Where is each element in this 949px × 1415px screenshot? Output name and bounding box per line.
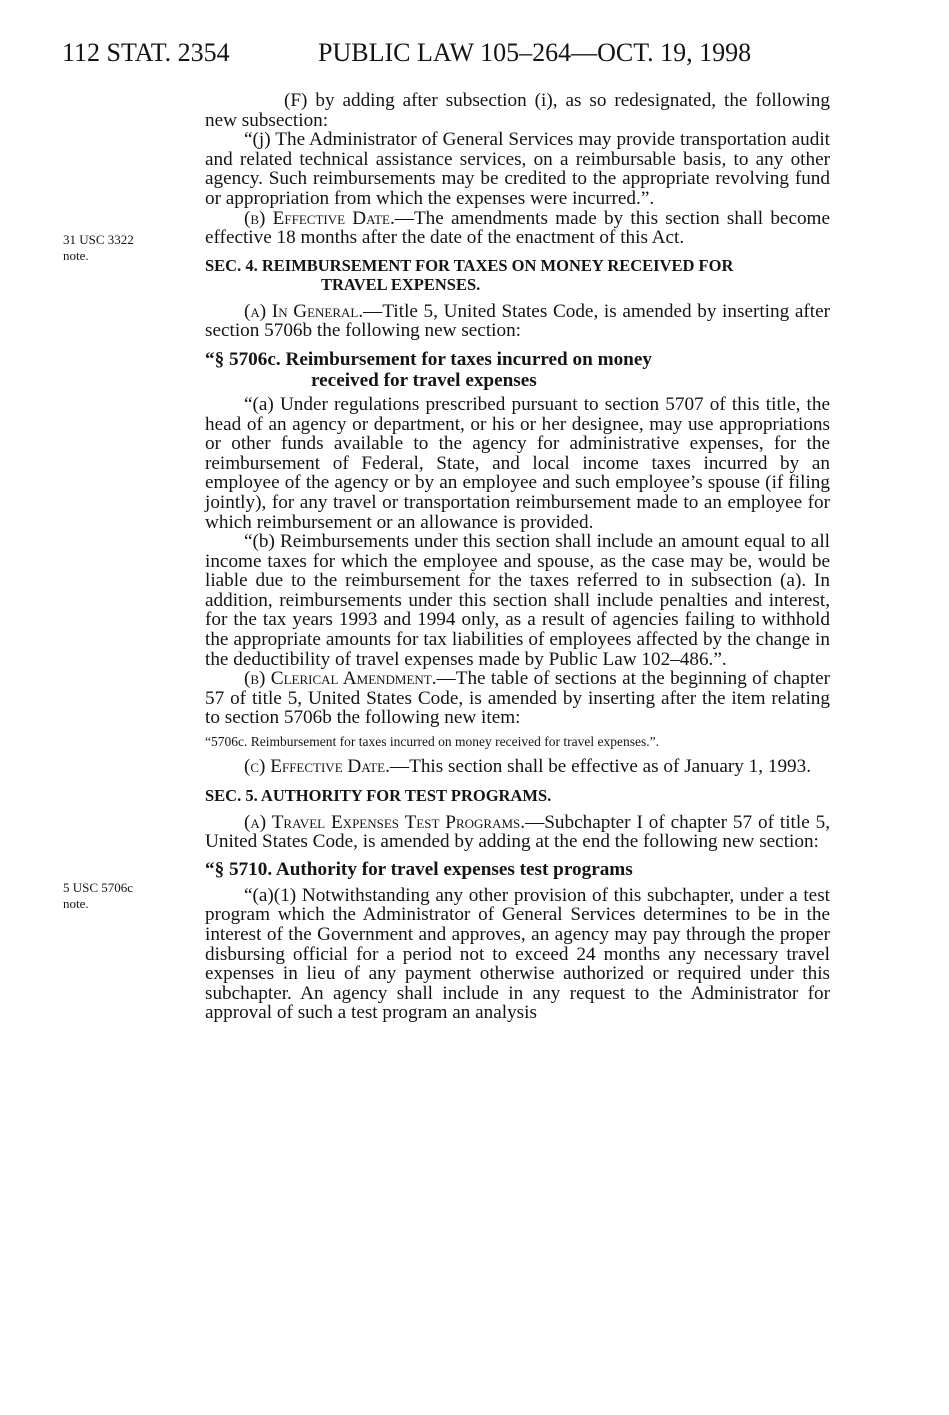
paragraph-travel-expenses-test-programs	[205, 813, 830, 852]
section-title-continuation: received for travel expenses	[311, 369, 537, 391]
subsection-heading: (c) Effective Date.	[244, 756, 390, 778]
table-of-sections-item: “5706c. Reimbursement for taxes incurred on money received for travel expenses.”.	[205, 734, 659, 750]
subsection-text: —This section shall be effective as of January 1, 1993.	[389, 756, 812, 778]
law-citation-header: PUBLIC LAW 105–264—OCT. 19, 1998	[318, 38, 752, 67]
margin-note-citation: 5 USC 5706c	[63, 880, 134, 895]
paragraph-j: “(j) The Administrator of General Services may provide transportation audit and related technical assistance services, on a reimbursable basis, to any other agency. Such reimbursements may be credited to the appropriate revolving fund or appropriation from which the expenses were incurred.”.	[205, 129, 830, 209]
page-number-header: 112 STAT. 2354	[62, 38, 230, 67]
subsection-text: —Title 5, United States Code, is amended by inserting after section 5706b the following new section:	[205, 300, 830, 342]
section-heading-text: SEC. 4. REIMBURSEMENT FOR TAXES ON MONEY RECEIVED FOR	[205, 255, 734, 275]
paragraph-f: (F) by adding after subsection (i), as so redesignated, the following new subsection:	[205, 90, 830, 131]
margin-note-31-usc-3322	[63, 232, 134, 264]
margin-note-label: note.	[63, 896, 89, 911]
paragraph-in-general	[205, 302, 830, 341]
subsection-text: —Subchapter I of chapter 57 of title 5, United States Code, is amended by adding at the end the following new section:	[205, 811, 830, 853]
section-5710-title: “§ 5710. Authority for travel expenses test programs	[205, 858, 633, 880]
margin-note-5-usc-5706c	[63, 880, 133, 912]
section-5-heading: SEC. 5. AUTHORITY FOR TEST PROGRAMS.	[205, 785, 552, 805]
section-5710-subsection-a1: “(a)(1) Notwithstanding any other provision of this subchapter, under a test program which the Administrator of General Services determines to be in the interest of the Government and approves, an agency may pay through the proper disbursing official for a period not to exceed 24 months any necessary travel expenses in lieu of any payment otherwise authorized or required under this subchapter. An agency shall include in any request to the Administrator for approval of such a test program an analysis	[205, 884, 830, 1024]
section-heading-continuation: TRAVEL EXPENSES.	[321, 274, 481, 294]
section-5706c-subsection-b: “(b) Reimbursements under this section shall include an amount equal to all income taxes for which the employee and spouse, as the case may be, would be liable due to the reimbursement for the taxes referred to in subsection (a). In addition, reimbursements under this section shall include penalties and interest, for the tax years 1993 and 1994 only, as a result of agencies failing to withhold the appropriate amounts for tax liabilities of employees affected by the change in the deductibility of travel expenses made by Public Law 102–486.”.	[205, 531, 830, 670]
paragraph-effective-date-sec3	[205, 209, 830, 248]
section-5706c-subsection-a: “(a) Under regulations prescribed pursuant to section 5707 of this title, the head of an agency or department, or his or her designee, may use appropriations or other funds available to the agency for administrative expenses, for the reimbursement of Federal, State, and local income taxes incurred by an employee of the agency or by an employee and such employee’s spouse (if filing jointly), for any travel or transportation reimbursement made to an employee for which reimbursement or an allowance is provided.	[205, 393, 830, 533]
body-text	[205, 91, 830, 1023]
margin-note-label: note.	[63, 248, 89, 263]
subsection-heading: (b) Clerical Amendment.	[244, 668, 437, 690]
paragraph-effective-date-sec4	[205, 757, 830, 777]
subsection-text: —The amendments made by this section shall become effective 18 months after the date of the enactment of this Act.	[205, 207, 830, 249]
section-title-text: “§ 5706c. Reimbursement for taxes incurred on money	[205, 348, 652, 370]
margin-note-citation: 31 USC 3322	[63, 232, 134, 247]
section-5706c-title	[205, 349, 830, 391]
subsection-text: —The table of sections at the beginning of chapter 57 of title 5, United States Code, is amended by inserting after the item relating to section 5706b the following new item:	[205, 668, 830, 729]
subsection-heading: (a) In General.	[244, 300, 364, 322]
subsection-heading: (b) Effective Date.	[244, 207, 395, 229]
paragraph-clerical-amendment	[205, 669, 830, 728]
section-4-heading	[205, 256, 830, 294]
subsection-heading: (a) Travel Expenses Test Programs.	[244, 811, 526, 833]
